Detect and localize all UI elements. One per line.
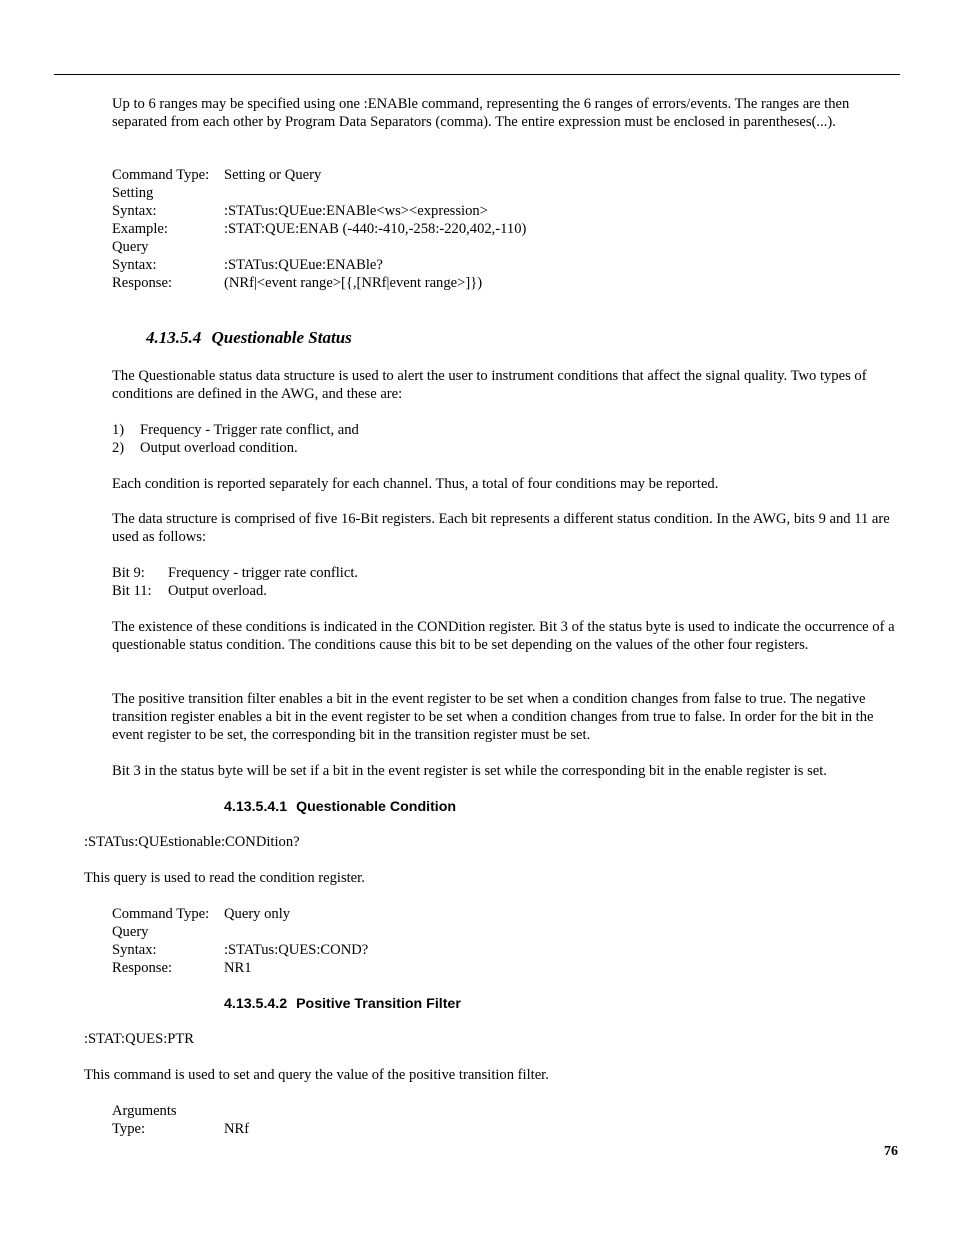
condition-command: :STATus:QUEstionable:CONDition? (84, 834, 300, 850)
each-condition-paragraph: Each condition is reported separately for each channel. Thus, a total of four conditions may be reported. (112, 476, 719, 492)
section-heading-questionable-condition: 4.13.5.4.1 Questionable Condition (224, 799, 457, 815)
bit3-paragraph: Bit 3 in the status byte will be set if a bit in the event register is set while the corresponding bit in the enable register is set. (112, 763, 827, 779)
intro-paragraph: Up to 6 ranges may be specified using one :ENABle command, representing the 6 ranges of errors/events. The ranges are then separated from each other by Program Data Separators (comma). The entire expression must be enclosed in parentheses(...). (112, 96, 850, 130)
ptr-description: This command is used to set and query the value of the positive transition filter. (84, 1067, 549, 1083)
header-rule (54, 74, 900, 75)
questionable-paragraph: The Questionable status data structure is used to alert the user to instrument conditions that affect the signal quality. Two types of conditions are defined in the AWG, and these are: (112, 368, 867, 402)
transition-paragraph: The positive transition filter enables a bit in the event register to be set when a condition changes from false to true. The negative transition register enables a bit in the event register to be set when a condition changes from true to false. In order for the bit in the event register to be set, the corresponding bit in the transition register must be set. (112, 691, 874, 743)
section-heading-positive-transition-filter: 4.13.5.4.2 Positive Transition Filter (224, 996, 461, 1012)
page-number: 76 (884, 1144, 898, 1159)
condition-description: This query is used to read the condition register. (84, 870, 365, 886)
existence-paragraph: The existence of these conditions is indicated in the CONDition register. Bit 3 of the status byte is used to indicate the occurrence of a questionable status condition. The conditions cause this bit to be set depending on the values of the other four registers. (112, 619, 895, 653)
ptr-command: :STAT:QUES:PTR (84, 1031, 195, 1047)
section-heading-questionable-status: 4.13.5.4 Questionable Status (146, 328, 352, 347)
data-structure-paragraph: The data structure is comprised of five 16-Bit registers. Each bit represents a different status condition. In the AWG, bits 9 and 11 are used as follows: (112, 511, 890, 545)
